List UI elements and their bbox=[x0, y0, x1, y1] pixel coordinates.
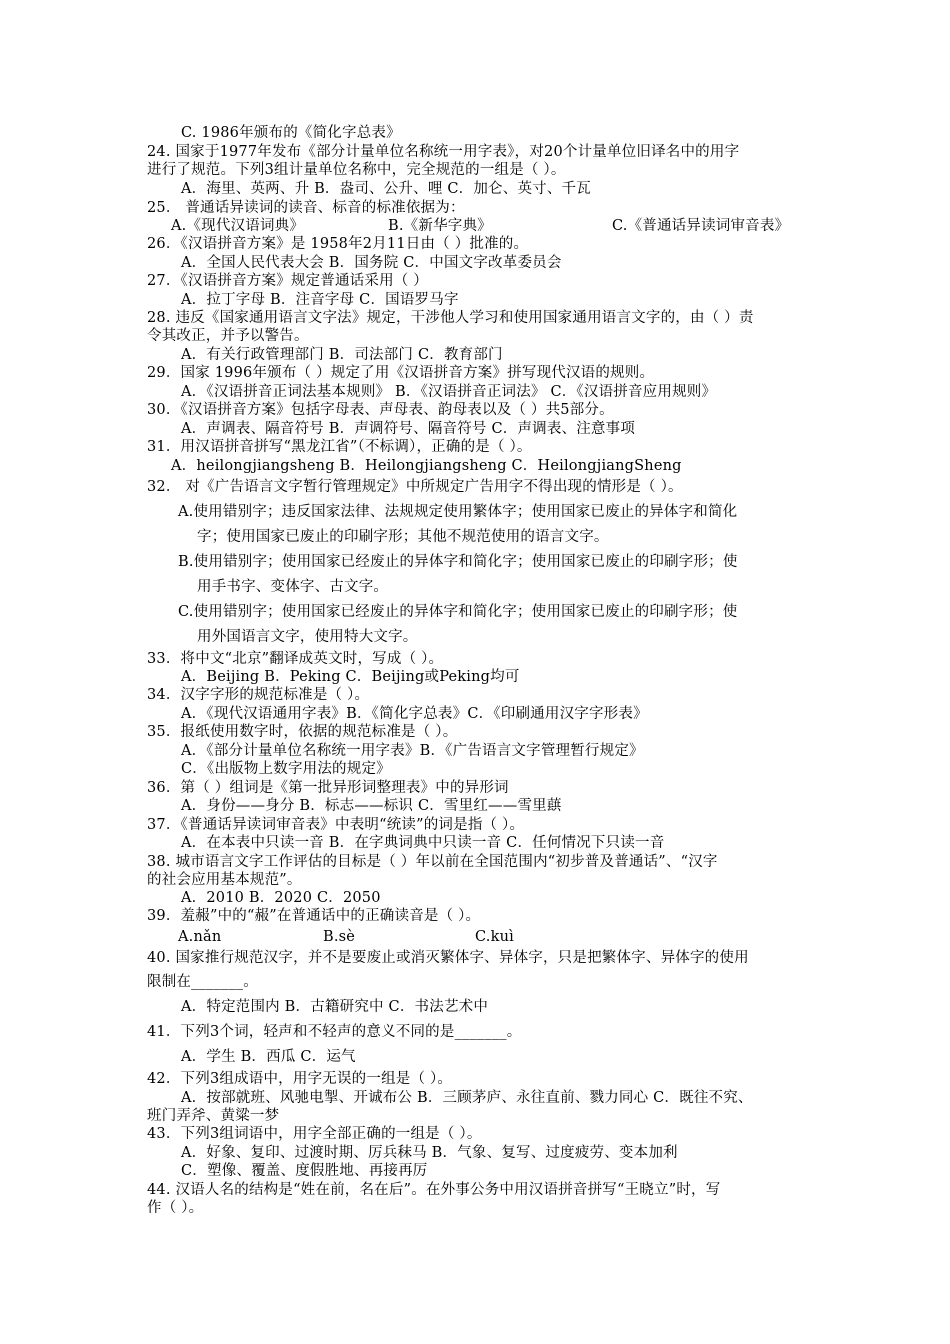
q38-stem-line1: 38. 城市语言文字工作评估的目标是（ ）年以前在全国范围内“初步普及普通话”、“汉字 bbox=[147, 854, 718, 870]
q35-option-c: C．《出版物上数字用法的规定》 bbox=[181, 761, 391, 777]
q43-stem: 43．下列3组词语中，用字全部正确的一组是（ ）。 bbox=[147, 1126, 482, 1142]
q36-stem: 36．第（ ）组词是《第一批异形词整理表》中的异形词 bbox=[147, 780, 509, 796]
q24-stem-line2: 进行了规范。下列3组计量单位名称中，完全规范的一组是（ ）。 bbox=[147, 162, 566, 178]
q32-option-b-line1: B.使用错别字；使用国家已经废止的异体字和简化字；使用国家已废止的印刷字形；使 bbox=[178, 554, 738, 570]
q41-options: A．学生 B．西瓜 C．运气 bbox=[181, 1049, 356, 1065]
q28-stem-line2: 令其改正，并予以警告。 bbox=[147, 328, 309, 344]
q25-stem: 25． 普通话异读词的读音、标音的标准依据为： bbox=[147, 200, 465, 216]
q27-stem: 27．《汉语拼音方案》规定普通话采用（ ） bbox=[147, 273, 429, 289]
q25-option-c: C.《普通话异读词审音表》 bbox=[612, 218, 790, 234]
q40-options: A．特定范围内 B．古籍研究中 C．书法艺术中 bbox=[181, 999, 489, 1015]
q34-options: A．《现代汉语通用字表》B．《简化字总表》C．《印刷通用汉字字形表》 bbox=[181, 706, 648, 722]
q39-option-b: B.sè bbox=[323, 929, 356, 945]
q27-options: A．拉丁字母 B．注音字母 C．国语罗马字 bbox=[181, 292, 459, 308]
q28-options: A．有关行政管理部门 B．司法部门 C．教育部门 bbox=[181, 347, 503, 363]
q35-options-ab: A．《部分计量单位名称统一用字表》B．《广告语言文字管理暂行规定》 bbox=[181, 743, 644, 759]
q33-stem: 33．将中文“北京”翻译成英文时，写成（ ）。 bbox=[147, 651, 444, 667]
q44-stem-line1: 44. 汉语人名的结构是“姓在前，名在后”。在外事公务中用汉语拼音拼写“王晓立”时，写 bbox=[147, 1182, 721, 1198]
q23-option-c: C. 1986年颁布的《简化字总表》 bbox=[181, 125, 401, 141]
q42-options-line1: A．按部就班、风驰电掣、开诚布公 B．三顾茅庐、永往直前、戮力同心 C．既往不究、 bbox=[181, 1090, 753, 1106]
q39-stem: 39．羞赧”中的“赧”在普通话中的正确读音是（ ）。 bbox=[147, 908, 481, 924]
q32-stem: 32． 对《广告语言文字暂行管理规定》中所规定广告用字不得出现的情形是（ ）。 bbox=[147, 479, 683, 495]
q39-option-c: C.kuì bbox=[475, 929, 514, 945]
q25-option-b: B.《新华字典》 bbox=[388, 218, 492, 234]
q33-options: A．Beijing B．Peking C．Beijing或Peking均可 bbox=[181, 669, 520, 685]
q28-stem-line1: 28. 违反《国家通用语言文字法》规定，干涉他人学习和使用国家通用语言文字的，由（ ）责 bbox=[147, 310, 754, 326]
q39-option-a: A.nǎn bbox=[178, 929, 222, 945]
q34-stem: 34．汉字字形的规范标准是（ ）。 bbox=[147, 687, 370, 703]
q32-option-a-line1: A.使用错别字；违反国家法律、法规规定使用繁体字；使用国家已废止的异体字和简化 bbox=[178, 504, 738, 520]
q30-stem: 30．《汉语拼音方案》包括字母表、声母表、韵母表以及（ ）共5部分。 bbox=[147, 402, 614, 418]
q43-option-c: C．塑像、覆盖、度假胜地、再接再厉 bbox=[181, 1163, 428, 1179]
q24-stem-line1: 24. 国家于1977年发布《部分计量单位名称统一用字表》，对20个计量单位旧译名中的用字 bbox=[147, 144, 740, 160]
q37-options: A．在本表中只读一音 B．在字典词典中只读一音 C．任何情况下只读一音 bbox=[181, 835, 665, 851]
q25-option-a: A.《现代汉语词典》 bbox=[171, 218, 305, 234]
q29-stem: 29．国家 1996年颁布（ ）规定了用《汉语拼音方案》拼写现代汉语的规则。 bbox=[147, 365, 655, 381]
q38-stem-line2: 的社会应用基本规范”。 bbox=[147, 872, 302, 888]
q44-stem-line2: 作（ ）。 bbox=[147, 1200, 204, 1216]
q24-options: A．海里、英两、升 B．盎司、公升、哩 C．加仑、英寸、千瓦 bbox=[181, 181, 591, 197]
q26-options: A．全国人民代表大会 B．国务院 C．中国文字改革委员会 bbox=[181, 255, 562, 271]
q42-stem: 42．下列3组成语中，用字无误的一组是（ ）。 bbox=[147, 1071, 453, 1087]
q26-stem: 26．《汉语拼音方案》是 1958年2月11日由（ ）批准的。 bbox=[147, 236, 529, 252]
q38-options: A．2010 B．2020 C．2050 bbox=[181, 890, 381, 906]
q30-options: A．声调表、隔音符号 B．声调符号、隔音符号 C．声调表、注意事项 bbox=[181, 421, 636, 437]
q37-stem: 37．《普通话异读词审音表》中表明“统读”的词是指（ ）。 bbox=[147, 817, 525, 833]
q41-stem: 41．下列3个词，轻声和不轻声的意义不同的是_______。 bbox=[147, 1024, 522, 1040]
q31-options: A．heilongjiangsheng B．Heilongjiangsheng C．HeilongjiangSheng bbox=[171, 458, 682, 474]
q32-option-b-line2: 用手书字、变体字、古文字。 bbox=[197, 579, 389, 595]
q42-options-line2: 班门弄斧、黄粱一梦 bbox=[147, 1108, 280, 1124]
q32-option-a-line2: 字；使用国家已废止的印刷字形；其他不规范使用的语言文字。 bbox=[197, 529, 609, 545]
q40-stem-line2: 限制在_______。 bbox=[147, 974, 258, 990]
q32-option-c-line1: C.使用错别字；使用国家已经废止的异体字和简化字；使用国家已废止的印刷字形；使 bbox=[178, 604, 738, 620]
q32-option-c-line2: 用外国语言文字，使用特大文字。 bbox=[197, 629, 418, 645]
q31-stem: 31．用汉语拼音拼写“黑龙江省”（不标调），正确的是（ ）。 bbox=[147, 439, 532, 455]
q36-options: A．身份——身分 B．标志——标识 C．雪里红——雪里蕻 bbox=[181, 798, 562, 814]
q40-stem-line1: 40. 国家推行规范汉字，并不是要废止或消灭繁体字、异体字，只是把繁体字、异体字的使用 bbox=[147, 950, 749, 966]
q35-stem: 35．报纸使用数字时，依据的规范标准是（ ）。 bbox=[147, 724, 458, 740]
q29-options: A．《汉语拼音正词法基本规则》 B．《汉语拼音正词法》 C．《汉语拼音应用规则》 bbox=[181, 384, 717, 400]
q43-options-ab: A．好象、复印、过渡时期、厉兵秣马 B．气象、复写、过度疲劳、变本加利 bbox=[181, 1145, 678, 1161]
